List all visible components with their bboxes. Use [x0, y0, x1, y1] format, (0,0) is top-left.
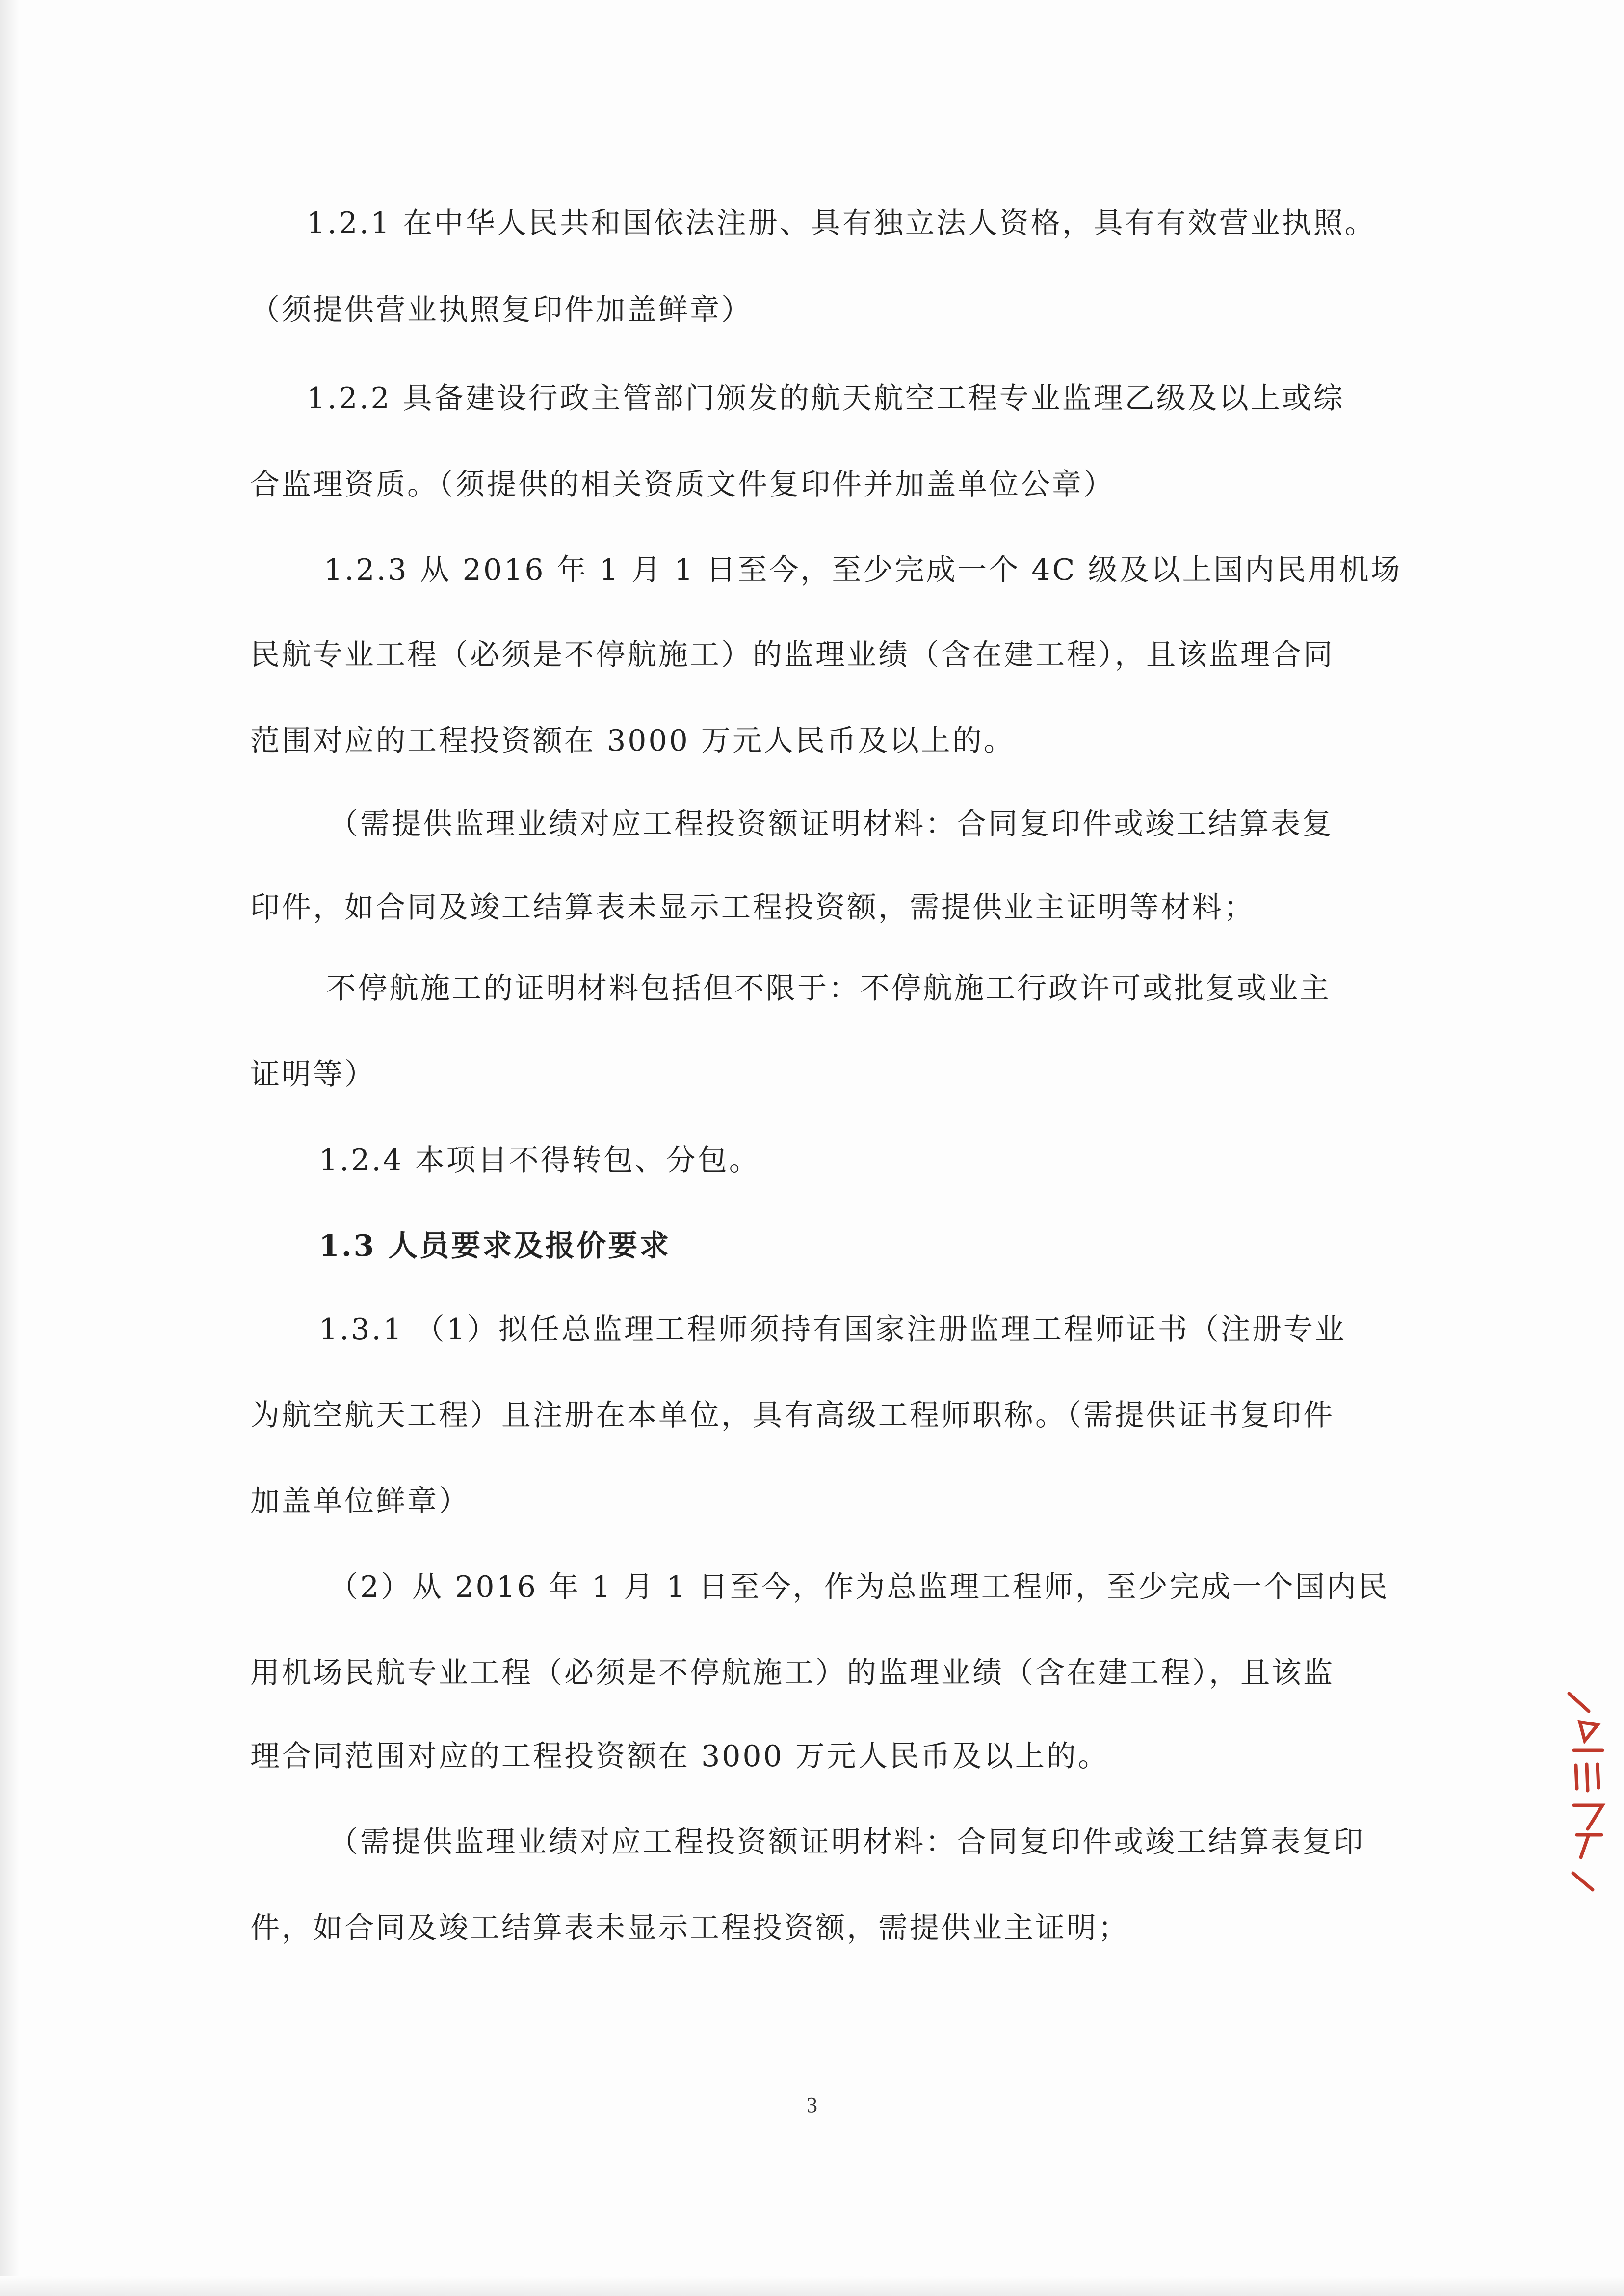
- line-1-2-2: 1.2.2 具备建设行政主管部门颁发的航天航空工程专业监理乙级及以上或综: [307, 381, 1345, 416]
- line-1-3-1-item-2: （2）从 2016 年 1 月 1 日至今，作为总监理工程师，至少完成一个国内民: [329, 1570, 1389, 1604]
- page-number: 3: [807, 2093, 817, 2117]
- line-1-2-1-note: （须提供营业执照复印件加盖鲜章）: [250, 293, 753, 327]
- line-nonstop-evidence-cont: 证明等）: [250, 1057, 376, 1092]
- line-1-3-1-item-2-cont-1: 用机场民航专业工程（必须是不停航施工）的监理业绩（含在建工程），且该监: [250, 1656, 1335, 1690]
- partial-seal-stamp: [1560, 1688, 1609, 1894]
- line-evidence-1-cont: 印件，如合同及竣工结算表未显示工程投资额，需提供业主证明等材料；: [250, 890, 1255, 925]
- line-1-2-3-cont-1: 民航专业工程（必须是不停航施工）的监理业绩（含在建工程），且该监理合同: [250, 638, 1335, 672]
- line-1-2-1: 1.2.1 在中华人民共和国依法注册、具有独立法人资格，具有有效营业执照。: [307, 206, 1376, 240]
- line-1-2-2-cont: 合监理资质。（须提供的相关资质文件复印件并加盖单位公章）: [250, 468, 1115, 502]
- line-evidence-2-cont: 件，如合同及竣工结算表未显示工程投资额，需提供业主证明；: [250, 1911, 1129, 1945]
- line-1-2-3-cont-2: 范围对应的工程投资额在 3000 万元人民币及以上的。: [250, 724, 1015, 758]
- line-evidence-1: （需提供监理业绩对应工程投资额证明材料：合同复印件或竣工结算表复: [329, 807, 1334, 841]
- line-1-3-1-cont-1: 为航空航天工程）且注册在本单位，具有高级工程师职称。（需提供证书复印件: [250, 1398, 1335, 1433]
- line-evidence-2: （需提供监理业绩对应工程投资额证明材料：合同复印件或竣工结算表复印: [329, 1825, 1365, 1859]
- line-nonstop-evidence: 不停航施工的证明材料包括但不限于：不停航施工行政许可或批复或业主: [326, 971, 1331, 1006]
- line-1-3-1: 1.3.1 （1）拟任总监理工程师须持有国家注册监理工程师证书（注册专业: [319, 1312, 1346, 1347]
- scan-edge-bottom: [0, 2276, 1624, 2296]
- line-1-2-4: 1.2.4 本项目不得转包、分包。: [319, 1143, 760, 1177]
- heading-1-3: 1.3 人员要求及报价要求: [319, 1229, 671, 1263]
- scan-edge-left: [0, 0, 20, 2296]
- line-1-2-3: 1.2.3 从 2016 年 1 月 1 日至今，至少完成一个 4C 级及以上国内民用机场: [324, 553, 1402, 587]
- line-1-3-1-cont-2: 加盖单位鲜章）: [250, 1484, 470, 1518]
- line-1-3-1-item-2-cont-2: 理合同范围对应的工程投资额在 3000 万元人民币及以上的。: [250, 1739, 1109, 1774]
